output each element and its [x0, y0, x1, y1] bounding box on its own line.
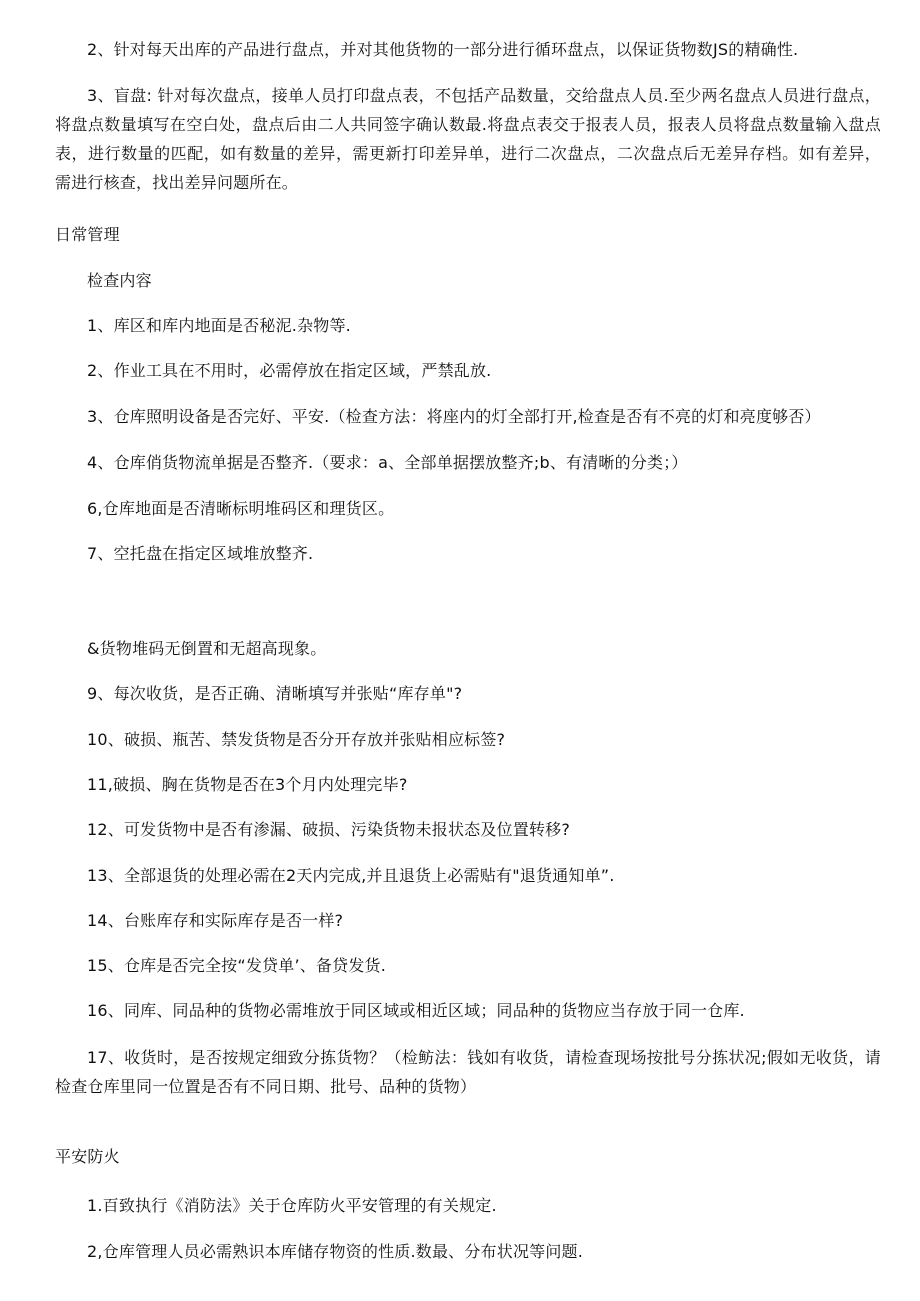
list-item: &货物堆码无倒置和无超高现象。	[87, 639, 327, 658]
section-heading-fire-safety: 平安防火	[55, 1147, 120, 1166]
list-item: 3、仓库照明设备是否完好、平安.（检查方法：将座内的灯全部打开,检查是否有不亮的灯和亮度够否）	[87, 407, 821, 426]
list-item: 6,仓库地面是否清晰标明堆码区和理货区。	[87, 499, 395, 518]
list-item: 10、破损、瓶苦、禁发货物是否分开存放并张贴相应标签?	[87, 730, 506, 749]
list-item: 1、库区和库内地面是否秘泥.杂物等.	[87, 316, 351, 335]
list-item-sorting-check: 17、收货时，是否按规定细致分拣货物？（检鲂法：钱如有收货，请检查现场按批号分拣状况;假如无收货，请检查仓库里同一位置是否有不同日期、批号、品种的货物）	[55, 1048, 881, 1096]
list-item: 4、仓库俏货物流单据是否整齐.（要求：a、全部单据摆放整齐;b、有清晰的分类；）	[87, 453, 688, 472]
paragraph-blind-count: 3、盲盘: 针对每次盘点，接单人员打印盘点表，不包括产品数量，交给盘点人员.至少两名盘点人员进行盘点，将盘点数量填写在空白处，盘点后由二人共同签字确认数最.将盘点表交于报表人员，报表人员将盘点数量输入盘点表，进行数量的匹配，如有数量的差异，需更新打印差异单，进行二次盘点，二次盘点后无差异存档。如有差异，需进行核查，找出差异问题所在。	[55, 86, 881, 192]
list-item: 9、每次收货，是否正确、清晰填写并张贴“库存单"?	[87, 684, 463, 703]
list-item: 15、仓库是否完全按“发贷单’、备贷发货.	[87, 956, 387, 975]
list-item: 14、台账库存和实际库存是否一样?	[87, 911, 344, 930]
paragraph-cycle-count: 2、针对每天出库的产品进行盘点，并对其他货物的一部分进行循环盘点，以保证货物数JS的精确性.	[87, 40, 799, 59]
list-item: 1.百致执行《消防法》关于仓库防火平安管理的有关规定.	[87, 1196, 497, 1215]
list-item: 2,仓库管理人员必需熟识本库储存物资的性质.数最、分布状况等问题.	[87, 1242, 584, 1261]
list-item: 16、同库、同品种的货物必需堆放于同区域或相近区域；同品种的货物应当存放于同一仓库.	[87, 1001, 745, 1020]
list-item: 12、可发货物中是否有渗漏、破损、污染货物未报状态及位置转移?	[87, 820, 571, 839]
subheading-inspection-content: 检查内容	[87, 271, 152, 290]
list-item: 11,破损、胸在货物是否在3个月内处理完毕?	[87, 775, 408, 794]
list-item: 2、作业工具在不用时，必需停放在指定区域，严禁乱放.	[87, 361, 492, 380]
section-heading-daily-management: 日常管理	[55, 225, 120, 244]
list-item: 7、空托盘在指定区域堆放整齐.	[87, 544, 314, 563]
list-item: 13、全部退货的处理必需在2天内完成,并且退货上必需贴有"退货通知单”.	[87, 866, 615, 885]
